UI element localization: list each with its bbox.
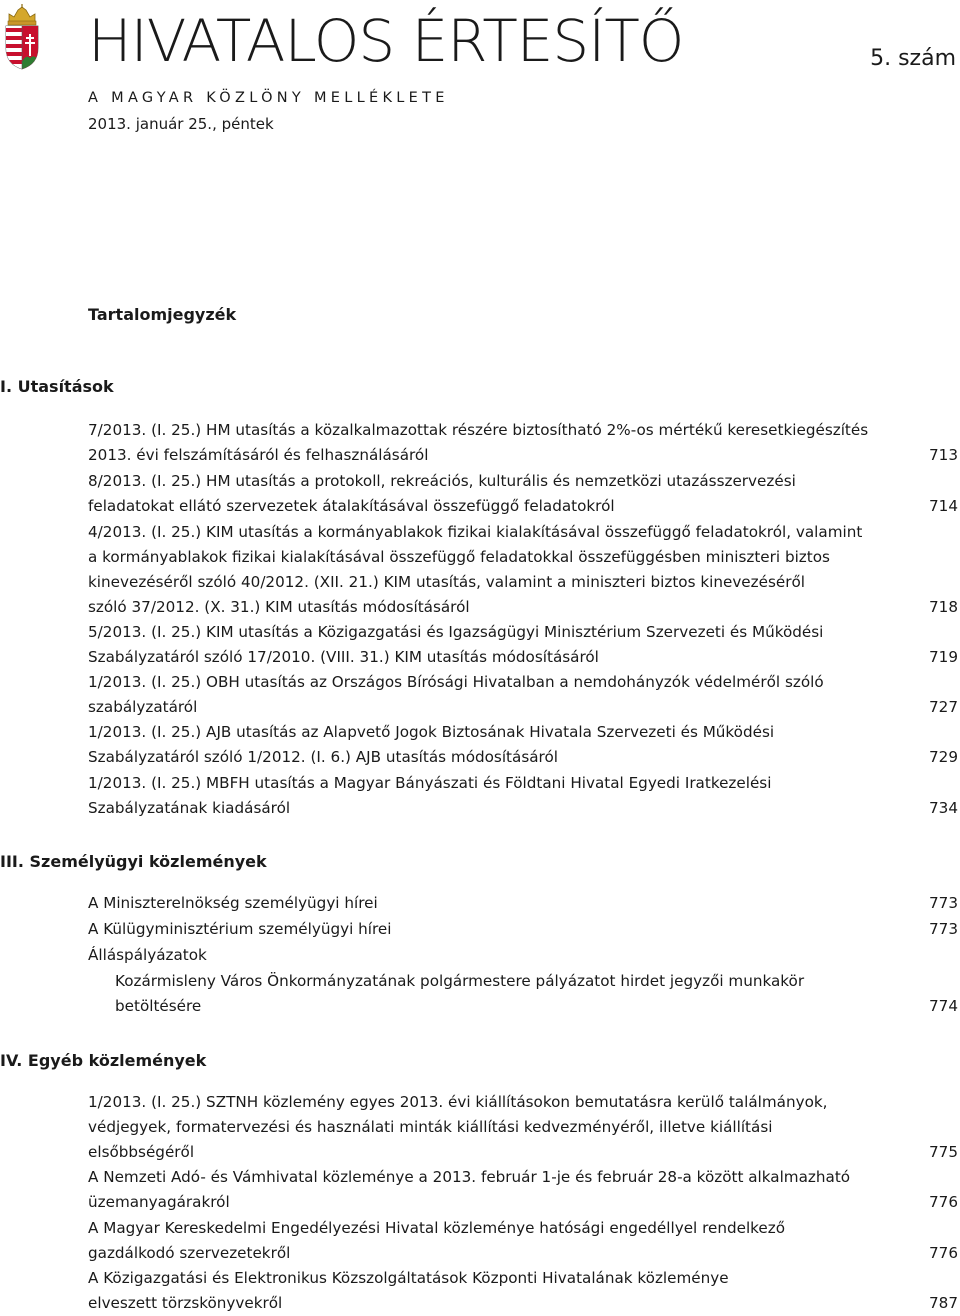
entry-text-line: 1/2013. (I. 25.) OBH utasítás az Országos Bírósági Hivatalban a nemdohányzók védelméről szóló: [88, 673, 824, 691]
entry-page-number: 714: [929, 497, 958, 515]
entry-text-line: elveszett törzskönyvekről: [88, 1294, 283, 1312]
publication-title: HIVATALOS ÉRTESÍTŐ: [88, 7, 684, 75]
toc-entry[interactable]: [88, 1165, 958, 1215]
entry-text-line: 4/2013. (I. 25.) KIM utasítás a kormányablakok fizikai kialakításával összefüggő feladatokról, valamint: [88, 523, 863, 541]
entry-text-line: Szabályzatának kiadásáról: [88, 799, 291, 817]
entry-text-line: A Magyar Kereskedelmi Engedélyezési Hivatal közleménye hatósági engedéllyel rendelkező: [88, 1219, 786, 1237]
publication-subtitle: A MAGYAR KÖZLÖNY MELLÉKLETE: [88, 90, 449, 106]
section-title: IV. Egyéb közlemények: [0, 1051, 207, 1070]
entry-text-line: Szabályzatáról szóló 17/2010. (VIII. 31.) KIM utasítás módosításáról: [88, 648, 599, 666]
entry-text-line: A Külügyminisztérium személyügyi hírei: [88, 920, 392, 938]
entry-page-number: 773: [929, 920, 958, 938]
toc-entry[interactable]: [88, 418, 958, 468]
toc-entry[interactable]: [88, 720, 958, 770]
entry-text-line: Kozármisleny Város Önkormányzatának polgármestere pályázatot hirdet jegyzői munkakör: [115, 972, 805, 990]
entry-page-number: 776: [929, 1193, 958, 1211]
entry-text-line: védjegyek, formatervezési és használati minták kiállítási kedvezményéről, illetve kiállítási: [88, 1118, 773, 1136]
entry-text-line: 1/2013. (I. 25.) AJB utasítás az Alapvető Jogok Biztosának Hivatala Szervezeti és Működési: [88, 723, 775, 741]
entry-text-line: 1/2013. (I. 25.) MBFH utasítás a Magyar Bányászati és Földtani Hivatal Egyedi Iratkezelési: [88, 774, 772, 792]
entry-text-line: 2013. évi felszámításáról és felhasználásáról: [88, 446, 429, 464]
entry-text-line: üzemanyagárakról: [88, 1193, 230, 1211]
entry-text-line: elsőbbségéről: [88, 1143, 195, 1161]
toc-entry[interactable]: [88, 670, 958, 720]
entry-text-line: A Közigazgatási és Elektronikus Közszolgáltatások Központi Hivatalának közleménye: [88, 1269, 729, 1287]
entry-page-number: 787: [929, 1294, 958, 1312]
entry-page-number: 773: [929, 894, 958, 912]
entry-text-line: kinevezéséről szóló 40/2012. (XII. 21.) KIM utasítás, valamint a miniszteri biztos kinevezéséről: [88, 573, 805, 591]
section-title: I. Utasítások: [0, 377, 114, 396]
entry-text-line: A Nemzeti Adó- és Vámhivatal közleménye a 2013. február 1-je és február 28-a között alkalmazható: [88, 1168, 851, 1186]
entry-page-number: 718: [929, 598, 958, 616]
toc-entry[interactable]: [88, 520, 958, 620]
entry-page-number: 729: [929, 748, 958, 766]
entry-text-line: Szabályzatáról szóló 1/2012. (I. 6.) AJB utasítás módosításáról: [88, 748, 558, 766]
entry-text-line: betöltésére: [115, 997, 202, 1015]
entry-text-line: gazdálkodó szervezetekről: [88, 1244, 291, 1262]
entry-page-number: 774: [929, 997, 958, 1015]
entry-page-number: 734: [929, 799, 958, 817]
entry-page-number: 775: [929, 1143, 958, 1161]
toc-entry[interactable]: [88, 1090, 958, 1165]
toc-entry[interactable]: [88, 891, 958, 916]
entry-text-line: szabályzatáról: [88, 698, 198, 716]
coat-of-arms-icon: [0, 4, 44, 70]
entry-page-number: 776: [929, 1244, 958, 1262]
toc-entry[interactable]: [88, 1216, 958, 1266]
toc-entry[interactable]: [88, 771, 958, 821]
entry-text-line: a kormányablakok fizikai kialakításával összefüggő feladatokkal összefüggésben miniszteri biztos: [88, 548, 830, 566]
entry-text-line: 7/2013. (I. 25.) HM utasítás a közalkalmazottak részére biztosítható 2%-os mértékű keresetkiegészítés: [88, 421, 869, 439]
section-title: III. Személyügyi közlemények: [0, 852, 267, 871]
entry-text-line: 1/2013. (I. 25.) SZTNH közlemény egyes 2013. évi kiállításokon bemutatásra kerülő találmányok,: [88, 1093, 828, 1111]
entry-text-line: 5/2013. (I. 25.) KIM utasítás a Közigazgatási és Igazságügyi Minisztérium Szervezeti és Működési: [88, 623, 824, 641]
toc-entry[interactable]: [88, 1266, 958, 1316]
toc-entry[interactable]: [88, 943, 958, 968]
issue-number: 5. szám: [870, 46, 956, 71]
toc-heading: Tartalomjegyzék: [88, 305, 237, 324]
entry-page-number: 719: [929, 648, 958, 666]
toc-entry[interactable]: [88, 469, 958, 519]
entry-text-line: 8/2013. (I. 25.) HM utasítás a protokoll, rekreációs, kulturális és nemzetközi utazásszervezési: [88, 472, 796, 490]
toc-entry[interactable]: [115, 969, 958, 1019]
toc-entry[interactable]: [88, 917, 958, 942]
entry-text-line: Álláspályázatok: [88, 946, 207, 964]
publication-date: 2013. január 25., péntek: [88, 115, 274, 133]
entry-page-number: 713: [929, 446, 958, 464]
entry-text-line: feladatokat ellátó szervezetek átalakításával összefüggő feladatokról: [88, 497, 615, 515]
entry-text-line: A Miniszterelnökség személyügyi hírei: [88, 894, 378, 912]
entry-page-number: 727: [929, 698, 958, 716]
toc-entry[interactable]: [88, 620, 958, 670]
entry-text-line: szóló 37/2012. (X. 31.) KIM utasítás módosításáról: [88, 598, 470, 616]
